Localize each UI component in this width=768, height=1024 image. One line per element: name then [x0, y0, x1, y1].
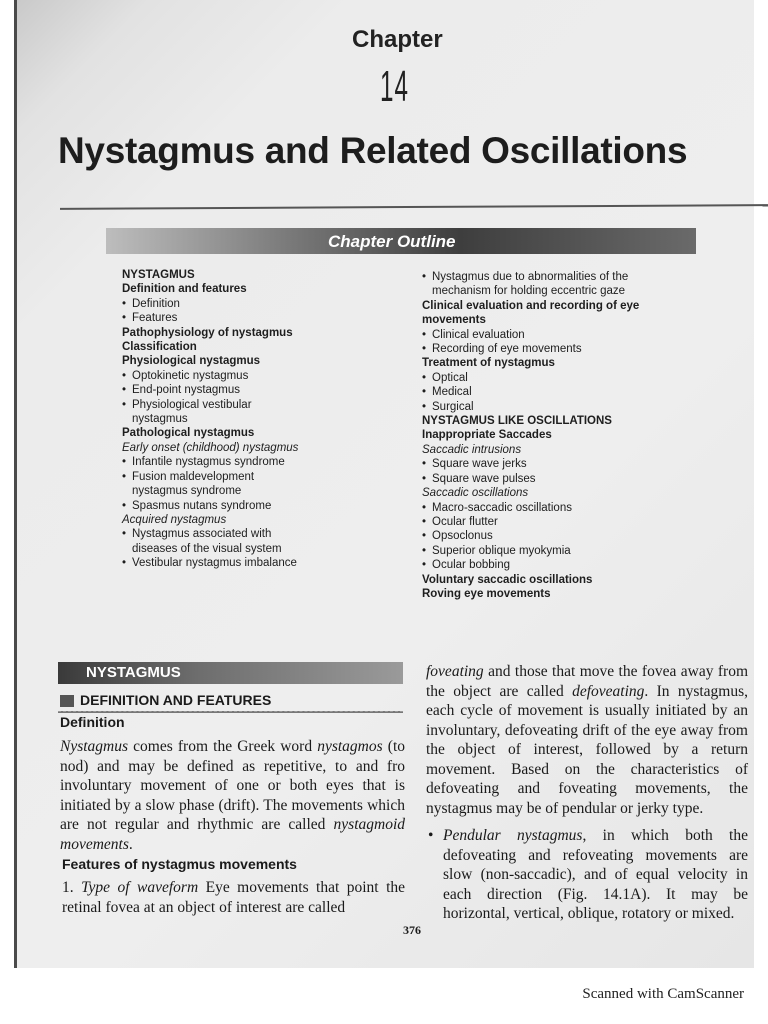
outline-item: • Optokinetic nystagmus: [122, 369, 402, 383]
outline-item: Pathological nystagmus: [122, 427, 255, 440]
definition-paragraph: [60, 737, 405, 854]
outline-item: • Macro-saccadic oscillations: [422, 501, 722, 515]
text-run: and those that move the fovea away from the object are called: [426, 663, 748, 700]
text-run: Eye movements that point the retinal fovea at an object of interest are called: [62, 879, 406, 916]
section-heading: NYSTAGMUS: [86, 664, 181, 681]
subheading-marker: [60, 695, 74, 707]
italic-term: nystagmoid movements: [60, 816, 405, 853]
outline-item: • Infantile nystagmus syndrome: [122, 455, 402, 469]
outline-item: • Features: [122, 311, 402, 325]
outline-item: • Nystagmus due to abnormalities of the: [422, 270, 722, 284]
chapter-title: Nystagmus and Related Oscillations: [58, 130, 688, 171]
outline-item: Early onset (childhood) nystagmus: [122, 441, 299, 454]
outline-item: • Opsoclonus: [422, 529, 722, 543]
outline-item: • Square wave jerks: [422, 457, 722, 471]
outline-item: nystagmus syndrome: [132, 485, 242, 498]
outline-left-column: [122, 268, 402, 571]
outline-item: Voluntary saccadic oscillations: [422, 573, 593, 586]
outline-item: Physiological nystagmus: [122, 355, 261, 368]
right-column-paragraph: [426, 662, 748, 818]
definition-heading: Definition: [60, 714, 125, 730]
outline-item: • Recording of eye movements: [422, 342, 722, 356]
outline-item: Pathophysiology of nystagmus: [122, 326, 293, 339]
outline-item: • Fusion maldevelopment: [122, 470, 402, 484]
italic-term: Type of waveform: [81, 879, 199, 896]
outline-item: Inappropriate Saccades: [422, 429, 552, 442]
outline-item: NYSTAGMUS: [122, 269, 195, 281]
outline-item: • Nystagmus associated with: [122, 527, 402, 541]
text-run: 1.: [62, 879, 82, 896]
outline-item: Clinical evaluation and recording of eye: [422, 299, 640, 312]
chapter-outline-heading: Chapter Outline: [328, 232, 456, 251]
scanner-watermark: Scanned with CamScanner: [582, 986, 744, 1002]
bullet-icon: •: [428, 827, 434, 844]
outline-item: • Definition: [122, 297, 402, 311]
italic-term: Pendular nystagmus: [443, 827, 583, 844]
outline-item: nystagmus: [132, 413, 188, 426]
outline-item: • Medical: [422, 385, 722, 399]
outline-item: Treatment of nystagmus: [422, 357, 555, 370]
italic-term: defoveating: [572, 682, 645, 700]
outline-right-column: [422, 270, 722, 601]
italic-term: Nystagmus: [60, 738, 129, 755]
outline-item: Classification: [122, 341, 197, 354]
outline-item: • Surgical: [422, 400, 722, 414]
text-run: .: [128, 835, 133, 853]
text-run: (to nod) and may be defined as repetitive, to and fro involuntary movement of one or both eyes that is initiated by a slow phase (drift). The movements which are not regular and rhythmic are called: [60, 738, 406, 833]
pendular-bullet-text: [428, 826, 748, 924]
outline-item: • Ocular bobbing: [422, 558, 722, 572]
outline-item: • Superior oblique myokymia: [422, 544, 722, 558]
outline-item: Saccadic oscillations: [422, 487, 529, 500]
outline-item: mechanism for holding eccentric gaze: [432, 285, 626, 298]
page-edge-shadow: [14, 0, 17, 968]
outline-item: • Optical: [422, 371, 722, 385]
subheading: DEFINITION AND FEATURES: [80, 692, 272, 708]
outline-item: Roving eye movements: [422, 587, 551, 600]
features-paragraph: [62, 878, 405, 917]
page-number: 376: [403, 923, 421, 937]
pendular-bullet: [428, 826, 748, 924]
outline-item: movements: [422, 314, 486, 327]
outline-item: • Physiological vestibular: [122, 398, 402, 412]
italic-term: nystagmos: [317, 738, 383, 755]
outline-item: Definition and features: [122, 283, 247, 296]
outline-item: Acquired nystagmus: [122, 513, 227, 526]
chapter-number: 14: [380, 62, 410, 111]
outline-item: • Spasmus nutans syndrome: [122, 499, 402, 513]
outline-item: • Vestibular nystagmus imbalance: [122, 556, 402, 570]
italic-term: foveating: [426, 663, 484, 680]
subheading-divider: [58, 711, 403, 713]
outline-item: Saccadic intrusions: [422, 443, 522, 456]
chapter-label: Chapter: [352, 26, 443, 53]
outline-item: • End-point nystagmus: [122, 383, 402, 397]
outline-item: NYSTAGMUS LIKE OSCILLATIONS: [422, 415, 612, 428]
text-run: comes from the Greek word: [128, 738, 318, 755]
features-heading: Features of nystagmus movements: [62, 856, 297, 872]
text-run: . In nystagmus, each cycle of movement is usually initiated by an involuntary, defoveating drift of the eye away from the object of interest, followed by a return movement. Based on the characteristics of defoveating and foveating movements, the nystagmus may be of pendular or jerky type.: [426, 682, 749, 817]
outline-item: diseases of the visual system: [132, 542, 282, 555]
outline-item: • Ocular flutter: [422, 515, 722, 529]
outline-item: • Square wave pulses: [422, 472, 722, 486]
outline-item: • Clinical evaluation: [422, 328, 722, 342]
text-run: , in which both the defoveating and refoveating movements are slow (non-saccadic), and of equal velocity in each direction (Fig. 14.1A). It may be horizontal, vertical, oblique, rotatory or mixed.: [443, 827, 748, 922]
